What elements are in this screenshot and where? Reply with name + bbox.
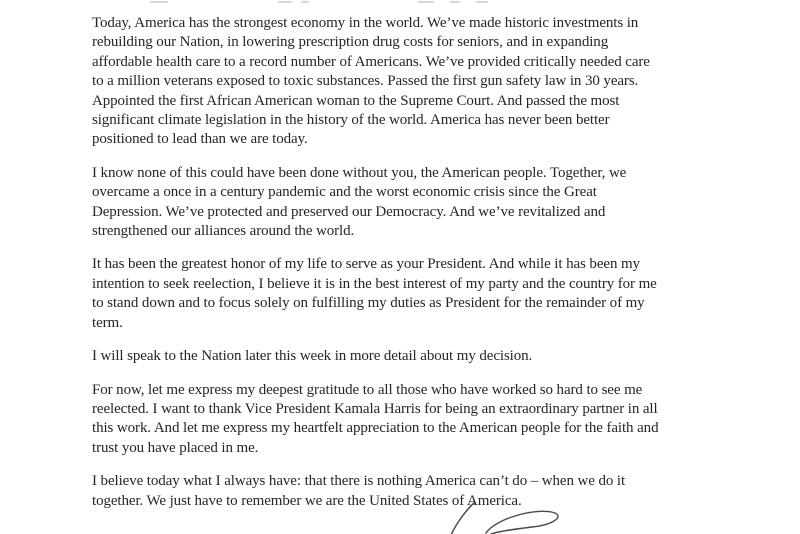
letter-line: rebuilding our Nation, in lowering prescription drug costs for seniors, and in expanding bbox=[92, 34, 609, 51]
paragraph-american-people bbox=[92, 164, 732, 242]
letter-line: I will speak to the Nation later this week in more detail about my decision. bbox=[92, 348, 533, 365]
paragraph-closing bbox=[92, 472, 732, 511]
cropped-text-remnant bbox=[278, 1, 292, 3]
letter-line: I know none of this could have been done without you, the American people. Together, we bbox=[92, 164, 627, 181]
paragraph-accomplishments bbox=[92, 14, 732, 150]
letter-line: Depression. We’ve protected and preserved our Democracy. And we’ve revitalized and bbox=[92, 203, 606, 220]
letter-line: strengthened our alliances around the world. bbox=[92, 223, 355, 240]
letter-line: this work. And let me express my heartfelt appreciation to the American people for the faith and bbox=[92, 420, 659, 437]
letter-line: Appointed the first African American woman to the Supreme Court. And passed the most bbox=[92, 92, 620, 109]
cropped-text-remnant bbox=[150, 1, 168, 3]
letter-line: For now, let me express my deepest gratitude to all those who have worked so hard to see me bbox=[92, 381, 643, 398]
letter-line: overcame a once in a century pandemic and the worst economic crisis since the Great bbox=[92, 184, 597, 201]
letter-line: affordable health care to a record number of Americans. We’ve provided critically needed care bbox=[92, 53, 650, 70]
paragraph-stand-down bbox=[92, 255, 732, 333]
letter-line: intention to seek reelection, I believe it is in the best interest of my party and the country for me bbox=[92, 275, 657, 292]
signature-stroke bbox=[486, 511, 558, 534]
letter-line: significant climate legislation in the history of the world. America has never been better bbox=[92, 112, 610, 129]
paragraph-gratitude bbox=[92, 381, 732, 459]
paragraph-speak-to-nation bbox=[92, 347, 732, 366]
letter-line: positioned to lead than we are today. bbox=[92, 131, 308, 148]
cropped-text-remnant bbox=[450, 1, 460, 3]
cropped-text-remnant bbox=[476, 1, 488, 3]
letter-line: to stand down and to focus solely on fulfilling my duties as President for the remainder of my bbox=[92, 295, 645, 312]
letter-line: It has been the greatest honor of my life to serve as your President. And while it has been my bbox=[92, 256, 640, 273]
letter-line: together. We just have to remember we are the United States of America. bbox=[92, 492, 522, 509]
letter-body bbox=[92, 14, 732, 525]
letter-line: trust you have placed in me. bbox=[92, 439, 259, 456]
letter-line: to a million veterans exposed to toxic substances. Passed the first gun safety law in 30 years. bbox=[92, 73, 639, 90]
signature-handwritten-partial bbox=[438, 498, 588, 534]
letter-line: Today, America has the strongest economy in the world. We’ve made historic investments in bbox=[92, 15, 639, 31]
signature-stroke bbox=[451, 503, 474, 534]
cropped-text-remnant bbox=[418, 1, 434, 3]
letter-line: I believe today what I always have: that there is nothing America can’t do – when we do it bbox=[92, 473, 626, 490]
letter-line: term. bbox=[92, 314, 123, 331]
letter-line: reelected. I want to thank Vice President Kamala Harris for being an extraordinary partner in all bbox=[92, 400, 658, 417]
cropped-text-remnant bbox=[301, 1, 309, 3]
